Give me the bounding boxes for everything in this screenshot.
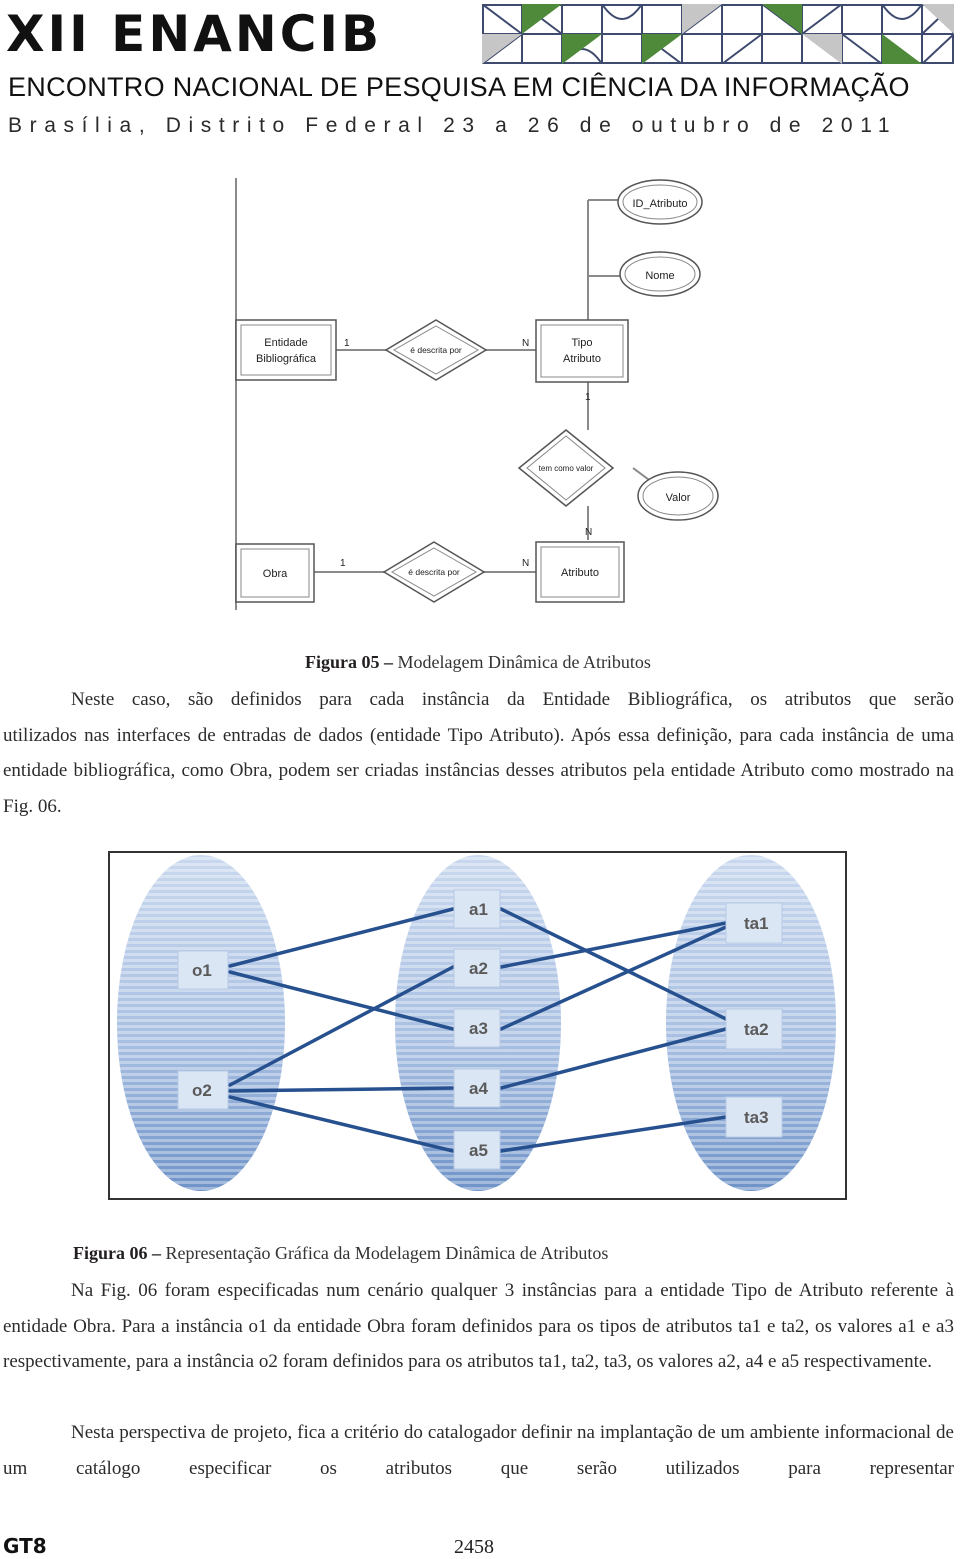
attribute-id-atributo: ID_Atributo — [632, 198, 688, 210]
event-location-date: Brasília, Distrito Federal 23 a 26 de outubro de 2011 — [8, 114, 898, 137]
figure-05-caption — [305, 652, 651, 673]
figure-06-caption — [73, 1243, 608, 1264]
value-a2: a2 — [469, 959, 488, 978]
figure-05-caption-label: Figura 05 – — [305, 652, 393, 672]
cardinality-n-atributo: N — [522, 558, 530, 569]
type-ta2: ta2 — [744, 1020, 769, 1039]
paragraph-3 — [3, 1415, 954, 1486]
value-a5: a5 — [469, 1141, 488, 1160]
instance-o1: o1 — [192, 961, 212, 980]
paragraph-1 — [3, 682, 954, 824]
figure-05-er-diagram — [228, 178, 728, 618]
entity-atributo: Atributo — [561, 567, 599, 579]
type-ta3: ta3 — [744, 1108, 769, 1127]
cardinality-1-obra: 1 — [340, 558, 346, 569]
instance-o2: o2 — [192, 1081, 212, 1100]
figure-06-caption-label: Figura 06 – — [73, 1243, 161, 1263]
entity-tipo-atributo-line2: Atributo — [563, 353, 601, 365]
entity-obra: Obra — [262, 568, 288, 580]
cardinality-n: N — [522, 338, 530, 349]
figure-06-set-diagram — [108, 851, 847, 1200]
entity-tipo-atributo-line1: Tipo — [571, 337, 593, 349]
figure-06-caption-text: Representação Gráfica da Modelagem Dinâmica de Atributos — [161, 1243, 609, 1263]
figure-05-caption-text: Modelagem Dinâmica de Atributos — [393, 652, 651, 672]
paragraph-1-line-1: Neste caso, são definidos para cada instância da Entidade Bibliográfica, os atributos que serão — [71, 689, 954, 710]
relationship-descrita-por-1: é descrita por — [410, 345, 462, 355]
cardinality-1-tipo: 1 — [585, 392, 591, 403]
event-subtitle: ENCONTRO NACIONAL DE PESQUISA EM CIÊNCIA DA INFORMAÇÃO — [8, 72, 910, 102]
entity-entidade-bibliografica-line2: Bibliográfica — [256, 353, 316, 365]
attribute-valor: Valor — [665, 492, 691, 504]
relationship-descrita-por-2: é descrita por — [408, 567, 460, 577]
cardinality-1: 1 — [344, 338, 350, 349]
paragraph-3-text: Nesta perspectiva de projeto, fica a critério do catalogador definir na implantação de um ambiente informacional de um catálogo especificar os atributos que serão utilizados para representar — [3, 1422, 954, 1479]
working-group-label: GT8 — [3, 1534, 47, 1558]
value-a4: a4 — [469, 1079, 488, 1098]
paragraph-2-text: Na Fig. 06 foram especificadas num cenário qualquer 3 instâncias para a entidade Tipo de Atributo referente à entidade Obra. Para a instância o1 da entidade Obra foram definidos para os tipos de atributos ta1 e ta2, os valores a1 e a3 respectivamente, para a instância o2 foram definidos para os atributos ta1, ta2, ta3, os valores a2, a4 e a5 respectivamente. — [3, 1280, 954, 1372]
cardinality-n-valor: N — [585, 527, 593, 538]
entity-entidade-bibliografica-line1: Entidade — [264, 337, 308, 349]
relationship-tem-como-valor: tem como valor — [538, 464, 594, 473]
value-a1: a1 — [469, 900, 488, 919]
page-number: 2458 — [454, 1536, 494, 1558]
attribute-nome: Nome — [645, 270, 675, 282]
event-logo: XII ENANCIB — [6, 5, 383, 63]
value-a3: a3 — [469, 1019, 488, 1038]
paragraph-2 — [3, 1273, 954, 1380]
paragraph-1-rest: utilizados nas interfaces de entradas de dados (entidade Tipo Atributo). Após essa definição, para cada instância de uma entidade bibliográfica, como Obra, podem ser criadas instâncias desses atributos pela entidade Atributo como mostrado na Fig. 06. — [3, 724, 954, 817]
header-pattern — [482, 4, 954, 64]
type-ta1: ta1 — [744, 914, 769, 933]
